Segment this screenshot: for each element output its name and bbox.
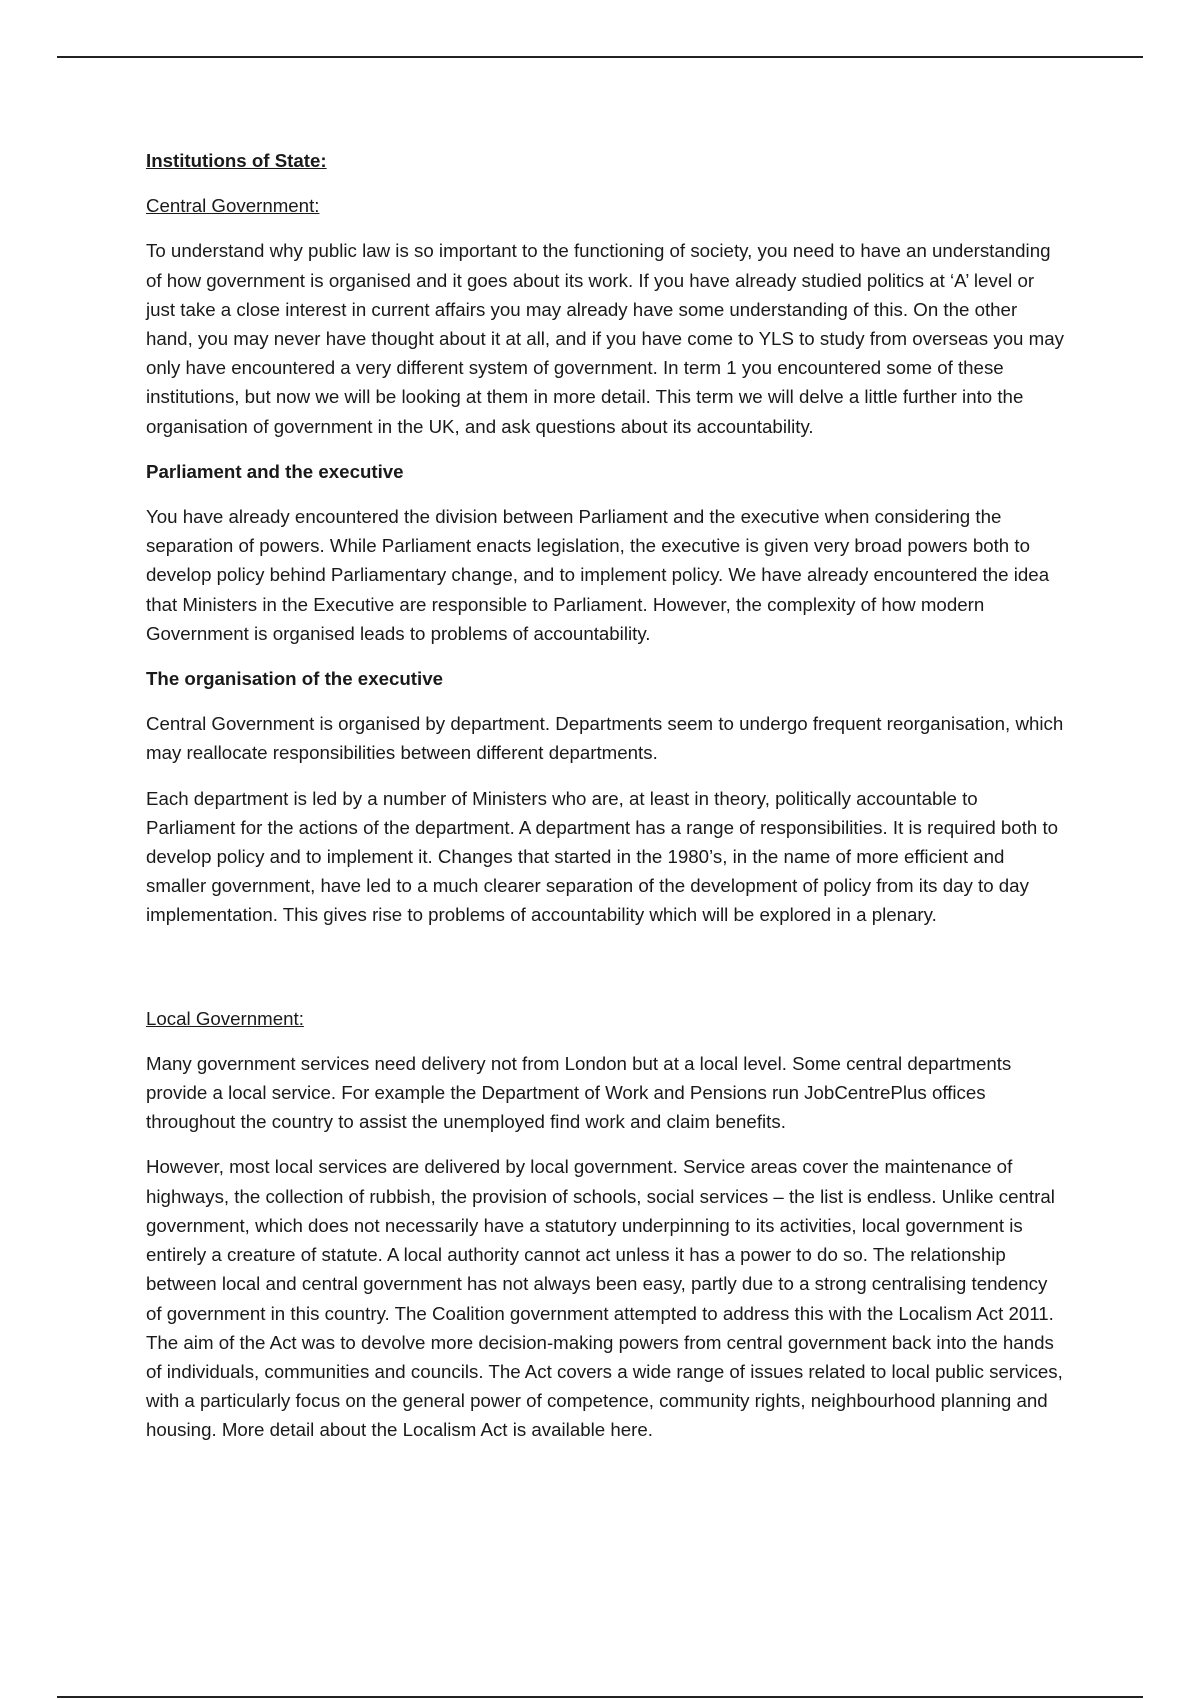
organisation-heading: The organisation of the executive — [146, 668, 443, 690]
parliament-heading: Parliament and the executive — [146, 460, 404, 482]
header-rule — [57, 56, 1143, 58]
local-government-heading: Local Government: — [146, 1007, 304, 1029]
local-paragraph-1: Many government services need delivery not from London but at a local level. Some central departments provide a local service. For example the Department of Work and Pensions run JobCentrePlus offices throughout the country to assist the unemployed find work and claim benefits. — [146, 1052, 1012, 1133]
section-spacer — [146, 946, 1066, 1004]
document-title: Institutions of State: — [146, 150, 327, 171]
local-paragraph-2: However, most local services are delivered by local government. Service areas cover the maintenance of highways, the collection of rubbish, the provision of schools, social services – the list is endless. Unlike central government, which does not necessarily have a statutory underpinning to its activities, local government is entirely a creature of statute. A local authority cannot act unless it has a power to do so. The relationship between local and central government has not always been easy, partly due to a strong centralising tendency of government in this country. The Coalition government attempted to address this with the Localism Act 2011. The aim of the Act was to devolve more decision-making powers from central government back into the hands of individuals, communities and councils. The Act covers a wide range of issues related to local public services, with a particularly focus on the general power of competence, community rights, neighbourhood planning and housing. More detail about the Localism Act is available here. — [146, 1156, 1063, 1441]
parliament-paragraph: You have already encountered the division between Parliament and the executive when considering the separation of powers. While Parliament enacts legislation, the executive is given very broad powers both to develop policy behind Parliamentary change, and to implement policy. We have already encountered the idea that Ministers in the Executive are responsible to Parliament. However, the complexity of how modern Government is organised leads to problems of accountability. — [146, 506, 1050, 644]
organisation-paragraph-2: Each department is led by a number of Ministers who are, at least in theory, politically accountable to Parliament for the actions of the department. A department has a range of responsibilities. It is required both to develop policy and to implement it. Changes that started in the 1980’s, in the name of more efficient and smaller government, have led to a much clearer separation of the development of policy from its day to day implementation. This gives rise to problems of accountability which will be explored in a plenary. — [146, 787, 1059, 926]
central-government-heading: Central Government: — [146, 195, 320, 217]
organisation-paragraph-1: Central Government is organised by department. Departments seem to undergo frequent reorganisation, which may reallocate responsibilities between different departments. — [146, 713, 1064, 764]
document-page — [146, 146, 1066, 1461]
footer-rule — [57, 1696, 1143, 1698]
central-intro-paragraph: To understand why public law is so important to the functioning of society, you need to have an understanding of how government is organised and it goes about its work. If you have already studied politics at ‘A’ level or just take a close interest in current affairs you may already have some understanding of this. On the other hand, you may never have thought about it at all, and if you have come to YLS to study from overseas you may only have encountered a very different system of government. In term 1 you encountered some of these institutions, but now we will be looking at them in more detail. This term we will delve a little further into the organisation of government in the UK, and ask questions about its accountability. — [146, 240, 1064, 437]
